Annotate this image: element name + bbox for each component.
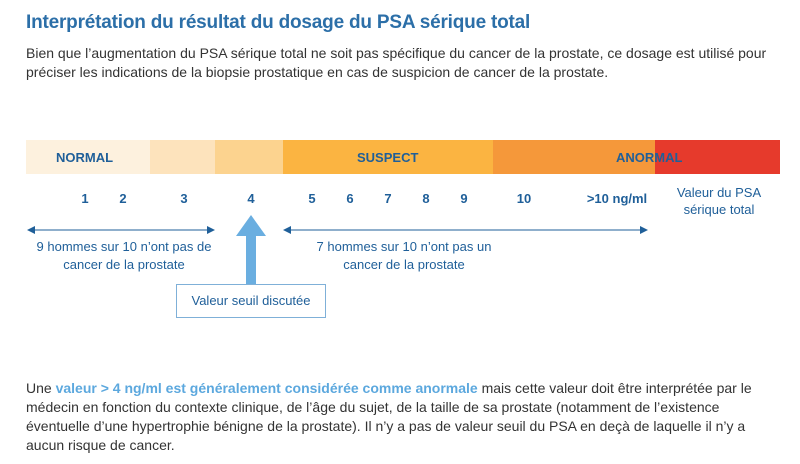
axis-label: Valeur du PSA sérique total [676, 185, 762, 217]
conclusion-highlight: valeur > 4 ng/ml est généralement considérée comme anormale [55, 380, 478, 396]
threshold-up-arrow [236, 215, 266, 284]
right-range-text: 7 hommes sur 10 n’ont pas un cancer de la prostate [316, 239, 492, 272]
threshold-callout: Valeur seuil discutée [176, 284, 326, 318]
right-range-arrow [283, 226, 648, 234]
tick-label: 4 [247, 191, 255, 206]
tick-label: 1 [81, 191, 89, 206]
intro-paragraph: Bien que l’augmentation du PSA sérique total ne soit pas spécifique du cancer de la prostate, ce dosage est utilisé pour préciser les indications de la biopsie prostatique en cas de suspicion de cancer de la prostate. [26, 45, 767, 80]
tick-label: >10 ng/ml [586, 191, 648, 206]
suspect-label: SUSPECT [357, 150, 419, 165]
tick-label: 7 [384, 191, 392, 206]
conclusion-text-start: Une [26, 380, 56, 396]
left-range-arrow [27, 226, 215, 234]
conclusion-text-end: mais cette valeur doit être interprétée par le médecin en fonction du contexte clinique, de l’âge du sujet, de la taille de sa prostate (notamment de l’existence éventuelle d’une hypertrophie bénigne de la prostate). Il n’y a pas de valeur seuil du PSA en deçà de laquelle il n’y a aucun risque de cancer. [26, 380, 752, 453]
conclusion-paragraph [26, 379, 786, 455]
tick-label: 6 [346, 191, 354, 206]
tick-label: 2 [119, 191, 127, 206]
tick-label: 10 [516, 191, 532, 206]
left-range-text: 9 hommes sur 10 n’ont pas de cancer de la prostate [36, 239, 212, 272]
tick-label: 5 [308, 191, 316, 206]
page-title: Interprétation du résultat du dosage du PSA sérique total [26, 12, 531, 33]
tick-label: 9 [460, 191, 468, 206]
tick-label: 3 [180, 191, 188, 206]
tick-label: 8 [422, 191, 430, 206]
anormal-label: ANORMAL [616, 150, 683, 165]
normal-label: NORMAL [56, 150, 114, 165]
